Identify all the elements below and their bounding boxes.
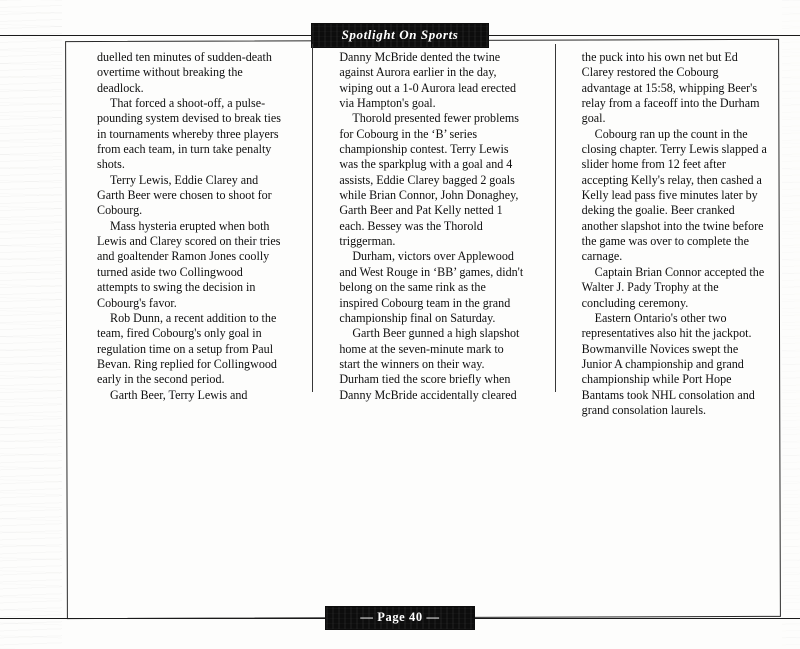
page-number-label: — Page 40 —: [326, 607, 473, 629]
paragraph: Garth Beer gunned a high slapshot home at the seven-minute mark to start the winners on their way. Durham tied the score briefly when Danny McBride accidentally cleared: [339, 326, 520, 402]
paragraph: Eastern Ontario's other two representatives also hit the jackpot. Bowmanville Novices swept the Junior A championship and grand championship while Port Hope Bantams took NHL consolation and grand consolation laurels.: [581, 310, 755, 417]
paragraph: Captain Brian Connor accepted the Walter J. Pady Trophy at the concluding ceremony.: [581, 264, 765, 310]
paragraph: That forced a shoot-off, a pulse-pounding system devised to break ties in tournaments whereby three players from each team, in turn take penalty shots.: [97, 96, 281, 172]
masthead-title: Spotlight On Sports: [312, 24, 489, 47]
paragraph: Cobourg ran up the count in the closing chapter. Terry Lewis slapped a slider home from 12 feet after accepting Kelly's relay, then cashed a Kelly lead pass five minutes later by deking the goalie. Beer cranked another slapshot into the twine before the game was over to complete the carnage.: [581, 126, 767, 264]
paragraph: Rob Dunn, a recent addition to the team, fired Cobourg's only goal in regulation time on a setup from Paul Bevan. Ring replied for Collingwood early in the second period.: [97, 310, 277, 387]
masthead-rule-left: [0, 35, 312, 36]
paragraph: Danny McBride dented the twine against Aurora earlier in the day, wiping out a 1-0 Aurora lead erected via Hampton's goal.: [339, 50, 517, 111]
paragraph: Terry Lewis, Eddie Clarey and Garth Beer were chosen to shoot for Cobourg.: [97, 172, 272, 218]
text-column-1: [97, 50, 284, 410]
footer-rule-left: [0, 618, 326, 619]
footer-rule-right: [474, 618, 800, 619]
masthead-rule-right: [488, 35, 800, 36]
paragraph: Garth Beer, Terry Lewis and: [110, 387, 248, 402]
scan-artifact-left: [0, 0, 62, 649]
text-column-2: [312, 50, 526, 410]
paragraph: Durham, victors over Applewood and West Rouge in ‘BB’ games, didn't belong on the same rink as the inspired Cobourg team in the grand championship final on Saturday.: [339, 249, 524, 325]
masthead: [0, 24, 800, 46]
page-footer: [0, 607, 800, 629]
paragraph: Mass hysteria erupted when both Lewis and Clarey scored on their tries and goaltender Ramon Jones coolly turned aside two Collingwood attempts to swing the decision in Cobourg's favor.: [97, 218, 281, 310]
scan-artifact-right: [782, 0, 800, 649]
article-body: [97, 50, 769, 417]
text-column-3: [555, 50, 769, 417]
paragraph: duelled ten minutes of sudden-death overtime without breaking the deadlock.: [97, 50, 272, 95]
paragraph: Thorold presented fewer problems for Cobourg in the ‘B’ series championship contest. Terry Lewis was the sparkplug with a goal and 4 assists, Eddie Clarey bagged 2 goals while Brian Connor, John Donaghey, Garth Beer and Pat Kelly netted 1 each. Bessey was the Thorold triggerman.: [339, 111, 519, 249]
paragraph: the puck into his own net but Ed Clarey restored the Cobourg advantage at 15:58, whipping Beer's relay from a faceoff into the Durham goal.: [581, 50, 760, 126]
